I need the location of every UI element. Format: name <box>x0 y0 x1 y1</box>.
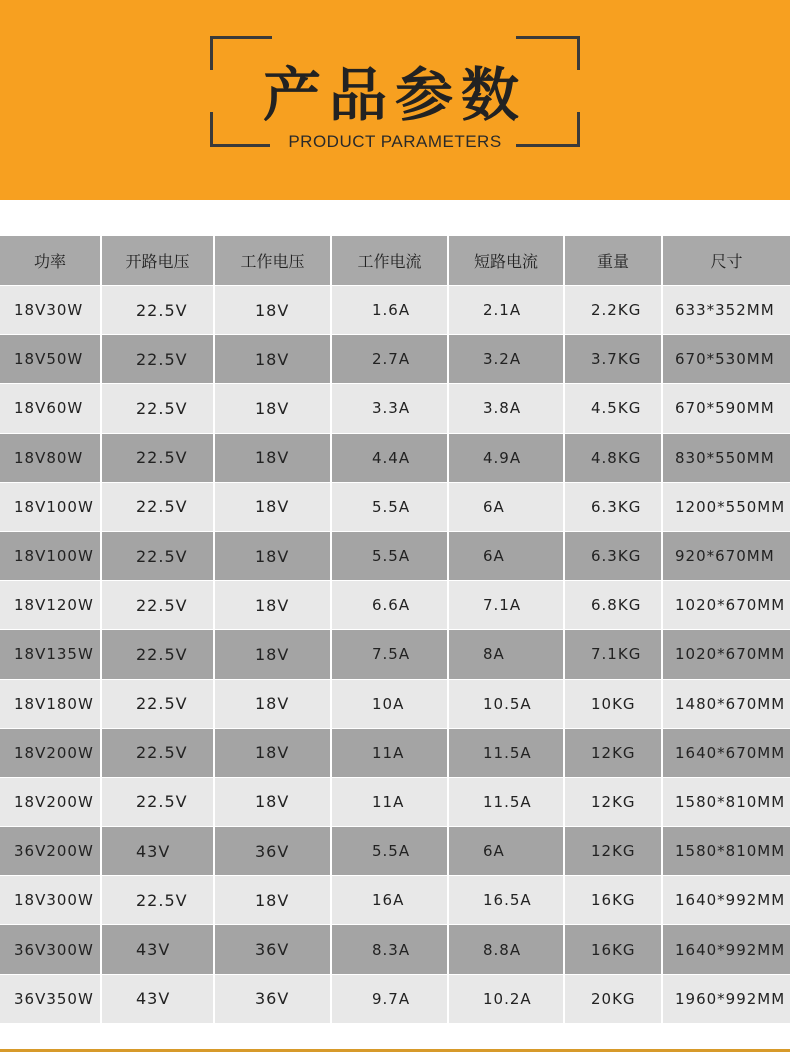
header-short-current: 短路电流 <box>447 236 563 285</box>
cell-power: 18V200W <box>14 792 94 811</box>
cell-work-voltage: 18V <box>213 434 330 482</box>
cell-work-voltage: 18V <box>213 335 330 383</box>
cell-weight: 6.3KG <box>563 532 661 580</box>
cell-weight: 6.8KG <box>563 581 661 629</box>
cell-work-current: 11A <box>330 778 447 826</box>
cell-power: 18V100W <box>14 547 94 566</box>
cell-size: 1640*992MM <box>661 925 790 973</box>
cell-short-current: 8.8A <box>447 925 563 973</box>
cell-power: 18V80W <box>14 448 84 467</box>
cell-open-voltage: 43V <box>100 975 213 1023</box>
cell-power: 18V120W <box>14 596 94 615</box>
cell-short-current: 7.1A <box>447 581 563 629</box>
cell-size: 1020*670MM <box>661 630 790 678</box>
cell-power: 18V135W <box>14 645 94 664</box>
cell-open-voltage: 22.5V <box>100 680 213 728</box>
cell-work-current: 7.5A <box>330 630 447 678</box>
cell-open-voltage: 22.5V <box>100 729 213 777</box>
cell-work-current: 8.3A <box>330 925 447 973</box>
table-row <box>0 827 790 876</box>
cell-short-current: 6A <box>447 827 563 875</box>
cell-short-current: 6A <box>447 483 563 531</box>
cell-work-voltage: 36V <box>213 925 330 973</box>
table-row <box>0 581 790 630</box>
cell-work-current: 10A <box>330 680 447 728</box>
header-power: 功率 <box>33 252 66 271</box>
header-open-voltage: 开路电压 <box>100 236 213 285</box>
cell-size: 1020*670MM <box>661 581 790 629</box>
cell-size: 633*352MM <box>661 286 790 334</box>
cell-work-voltage: 18V <box>213 778 330 826</box>
header-work-voltage: 工作电压 <box>213 236 330 285</box>
cell-work-voltage: 18V <box>213 630 330 678</box>
cell-short-current: 11.5A <box>447 729 563 777</box>
cell-work-voltage: 36V <box>213 827 330 875</box>
cell-size: 1480*670MM <box>661 680 790 728</box>
cell-power: 18V100W <box>14 497 94 516</box>
cell-work-voltage: 18V <box>213 286 330 334</box>
cell-open-voltage: 22.5V <box>100 778 213 826</box>
cell-size: 670*530MM <box>661 335 790 383</box>
cell-weight: 4.5KG <box>563 384 661 432</box>
cell-weight: 12KG <box>563 729 661 777</box>
table-row <box>0 680 790 729</box>
cell-open-voltage: 43V <box>100 925 213 973</box>
bottom-divider <box>0 1049 790 1052</box>
table-row <box>0 483 790 532</box>
cell-short-current: 2.1A <box>447 286 563 334</box>
page-title: 产品参数 <box>262 61 527 129</box>
cell-open-voltage: 22.5V <box>100 483 213 531</box>
cell-short-current: 10.5A <box>447 680 563 728</box>
cell-weight: 12KG <box>563 778 661 826</box>
cell-power: 36V300W <box>14 940 94 959</box>
cell-weight: 4.8KG <box>563 434 661 482</box>
cell-open-voltage: 22.5V <box>100 335 213 383</box>
cell-work-current: 4.4A <box>330 434 447 482</box>
cell-open-voltage: 22.5V <box>100 286 213 334</box>
header-banner <box>0 0 790 200</box>
cell-work-voltage: 36V <box>213 975 330 1023</box>
cell-power: 18V180W <box>14 694 94 713</box>
cell-work-current: 3.3A <box>330 384 447 432</box>
cell-work-voltage: 18V <box>213 532 330 580</box>
cell-open-voltage: 22.5V <box>100 876 213 924</box>
cell-work-current: 11A <box>330 729 447 777</box>
cell-open-voltage: 43V <box>100 827 213 875</box>
cell-work-current: 6.6A <box>330 581 447 629</box>
parameter-table <box>0 236 790 1024</box>
cell-size: 830*550MM <box>661 434 790 482</box>
header-work-current: 工作电流 <box>330 236 447 285</box>
cell-weight: 6.3KG <box>563 483 661 531</box>
cell-power: 36V350W <box>14 989 94 1008</box>
cell-short-current: 10.2A <box>447 975 563 1023</box>
cell-short-current: 16.5A <box>447 876 563 924</box>
cell-power: 18V300W <box>14 891 94 910</box>
table-header-row <box>0 236 790 286</box>
cell-weight: 12KG <box>563 827 661 875</box>
table-row <box>0 729 790 778</box>
cell-short-current: 3.2A <box>447 335 563 383</box>
cell-open-voltage: 22.5V <box>100 434 213 482</box>
cell-weight: 20KG <box>563 975 661 1023</box>
cell-power: 36V200W <box>14 842 94 861</box>
cell-size: 1960*992MM <box>661 975 790 1023</box>
table-row <box>0 876 790 925</box>
cell-power: 18V50W <box>14 350 84 369</box>
header-size: 尺寸 <box>661 236 790 285</box>
cell-short-current: 11.5A <box>447 778 563 826</box>
cell-short-current: 6A <box>447 532 563 580</box>
cell-power: 18V60W <box>14 399 84 418</box>
table-row <box>0 975 790 1024</box>
cell-work-voltage: 18V <box>213 680 330 728</box>
cell-weight: 16KG <box>563 876 661 924</box>
cell-size: 1200*550MM <box>661 483 790 531</box>
header-weight: 重量 <box>563 236 661 285</box>
cell-work-current: 16A <box>330 876 447 924</box>
cell-open-voltage: 22.5V <box>100 532 213 580</box>
cell-weight: 3.7KG <box>563 335 661 383</box>
cell-short-current: 8A <box>447 630 563 678</box>
cell-work-current: 1.6A <box>330 286 447 334</box>
cell-short-current: 3.8A <box>447 384 563 432</box>
cell-weight: 16KG <box>563 925 661 973</box>
table-row <box>0 925 790 974</box>
table-row <box>0 630 790 679</box>
cell-work-current: 5.5A <box>330 483 447 531</box>
cell-open-voltage: 22.5V <box>100 630 213 678</box>
cell-weight: 7.1KG <box>563 630 661 678</box>
cell-work-voltage: 18V <box>213 581 330 629</box>
cell-work-current: 5.5A <box>330 827 447 875</box>
cell-weight: 2.2KG <box>563 286 661 334</box>
cell-power: 18V200W <box>14 743 94 762</box>
table-row <box>0 434 790 483</box>
cell-size: 920*670MM <box>661 532 790 580</box>
frame-top-left <box>210 36 272 39</box>
table-row <box>0 778 790 827</box>
table-row <box>0 335 790 384</box>
frame-top-right <box>516 36 580 39</box>
cell-work-voltage: 18V <box>213 729 330 777</box>
cell-work-current: 2.7A <box>330 335 447 383</box>
table-row <box>0 286 790 335</box>
cell-size: 1640*670MM <box>661 729 790 777</box>
table-row <box>0 384 790 433</box>
cell-work-current: 9.7A <box>330 975 447 1023</box>
table-row <box>0 532 790 581</box>
cell-open-voltage: 22.5V <box>100 581 213 629</box>
cell-work-voltage: 18V <box>213 876 330 924</box>
cell-open-voltage: 22.5V <box>100 384 213 432</box>
cell-short-current: 4.9A <box>447 434 563 482</box>
cell-size: 1580*810MM <box>661 827 790 875</box>
cell-work-voltage: 18V <box>213 483 330 531</box>
cell-size: 1640*992MM <box>661 876 790 924</box>
cell-power: 18V30W <box>14 301 84 320</box>
cell-size: 1580*810MM <box>661 778 790 826</box>
cell-work-voltage: 18V <box>213 384 330 432</box>
page-subtitle: PRODUCT PARAMETERS <box>288 132 502 151</box>
cell-size: 670*590MM <box>661 384 790 432</box>
cell-work-current: 5.5A <box>330 532 447 580</box>
cell-weight: 10KG <box>563 680 661 728</box>
